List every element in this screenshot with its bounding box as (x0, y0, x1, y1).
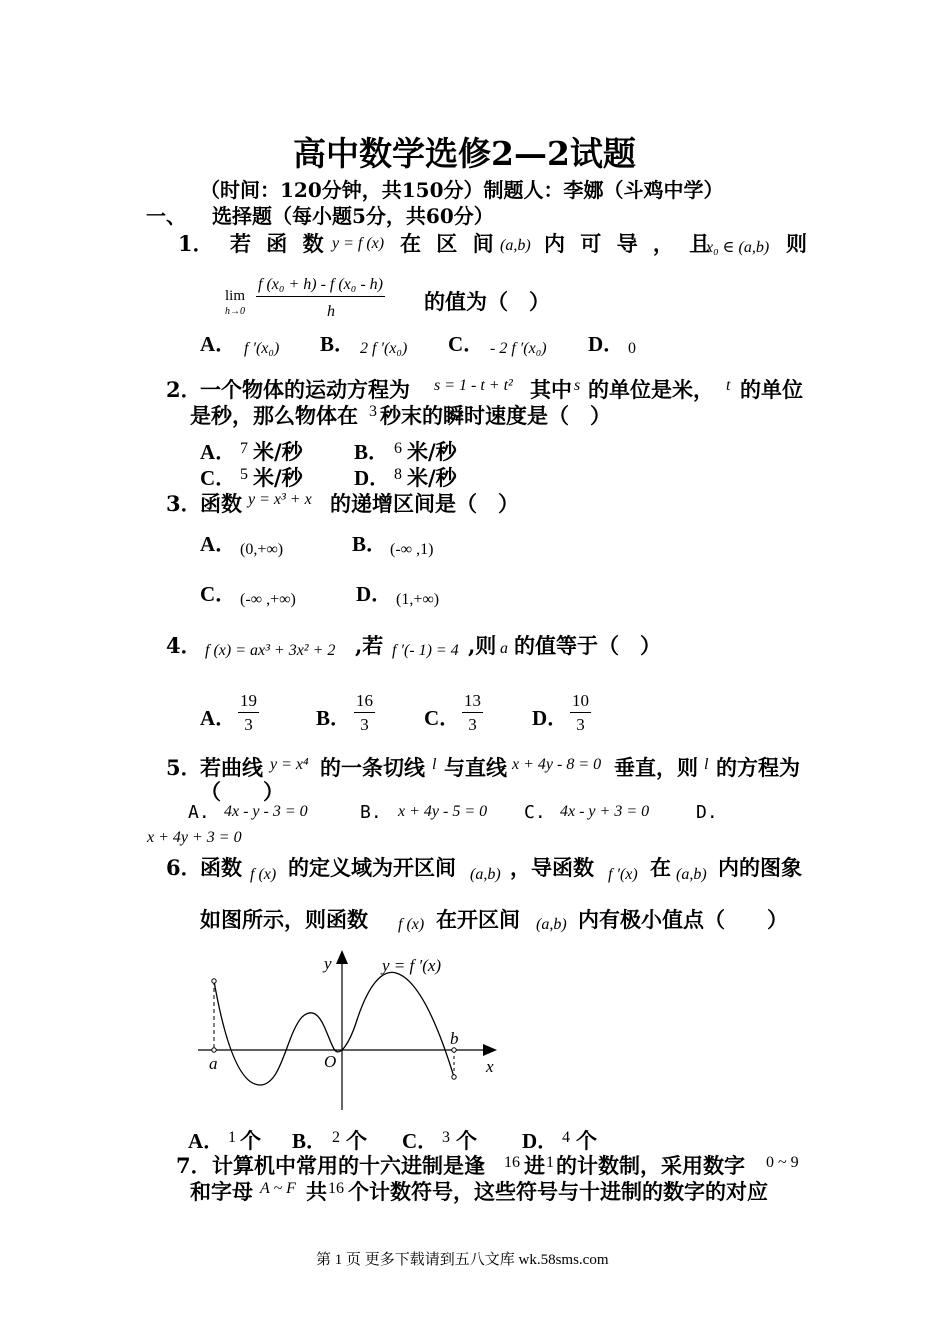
section-number: 一、 (146, 204, 186, 228)
x-axis-arrow-icon (483, 1044, 497, 1056)
q5-line2: （ ） (200, 779, 284, 804)
q6-option-c-value: 3 (442, 1129, 450, 1146)
q2-formula-3: t (726, 377, 731, 394)
q6-text-3: ，导函数 (510, 855, 594, 880)
q6-number: 6． (166, 855, 202, 880)
q2-line2-c: 秒末的瞬时速度是（ ） (380, 403, 611, 428)
q2-option-d-label[interactable]: D． (354, 466, 391, 490)
q2-line2-a: 是秒，那么物体在 (190, 403, 358, 428)
q6-option-b-label[interactable]: B． (292, 1129, 328, 1153)
q6-derivative-graph (190, 945, 510, 1115)
q6-option-b-value: 2 (332, 1129, 340, 1146)
q4-text-2: ,则 (468, 633, 497, 658)
q2-formula-1: s = 1 - t + t² (434, 377, 513, 394)
q4-formula-3: a (500, 640, 508, 657)
q1-formula-2: (a,b) (500, 237, 531, 254)
q3-option-a-label[interactable]: A． (200, 532, 237, 556)
q4-text-1: ,若 (355, 633, 384, 658)
q4-number: 4． (166, 633, 202, 658)
q7-formula-3: 0 ~ 9 (766, 1154, 799, 1171)
b-label: b (450, 1029, 459, 1048)
q6-option-a-label[interactable]: A． (188, 1129, 225, 1153)
q6-option-c-label[interactable]: C． (402, 1129, 439, 1153)
endpoint-b-axis (452, 1048, 456, 1052)
q1-limit-denominator: h (327, 303, 335, 320)
q4-option-c-numerator: 13 (462, 690, 483, 713)
q3-option-d-value: (1,+∞) (396, 591, 440, 608)
q5-number: 5． (166, 755, 202, 780)
q6-text-4: 在 (650, 855, 671, 880)
q5-option-c-value: 4x - y + 3 = 0 (560, 803, 650, 820)
q7-line2-b: A ~ F (260, 1180, 296, 1197)
q2-option-a-unit: 米/秒 (253, 439, 303, 464)
q2-option-c-value: 5 (240, 466, 248, 483)
q1-text-5: 的值为（ ） (424, 289, 550, 314)
q4-option-c-denominator: 3 (468, 715, 477, 734)
q4-option-a-fraction (238, 690, 259, 737)
q1-lim: lim (225, 288, 246, 304)
q4-text-3: 的值等于（ ） (514, 633, 661, 658)
q4-option-a-denominator: 3 (244, 715, 253, 734)
q4-option-d-denominator: 3 (576, 715, 585, 734)
q6-line2-c: 在开区间 (436, 907, 520, 932)
q5-text-2: 的一条切线 (320, 755, 425, 780)
q5-formula-3: x + 4y - 8 = 0 (512, 756, 602, 773)
q2-option-a-value: 7 (240, 440, 248, 457)
origin-label: O (324, 1052, 337, 1071)
q7-text-2: 进 (524, 1153, 545, 1178)
q4-option-b-fraction (354, 690, 375, 737)
q6-text-1: 函数 (200, 855, 242, 880)
q1-option-a-label[interactable]: A． (200, 332, 237, 356)
q1-text-2: 在 区 间 (400, 231, 498, 256)
q5-text-1: 若曲线 (200, 755, 263, 780)
q6-option-d-label[interactable]: D． (522, 1129, 559, 1153)
q6-line2-a: 如图所示，则函数 (200, 907, 368, 932)
q2-line2-b: 3 (369, 403, 377, 420)
q1-option-a-value: f ′(x₀) (244, 340, 280, 357)
q1-option-c-value: - 2 f ′(x₀) (490, 340, 547, 357)
q2-option-a-label[interactable]: A． (200, 440, 237, 464)
q4-formula-2: f ′(- 1) = 4 (392, 642, 459, 659)
subtitle: （时间：120分钟，共150分）制题人：李娜（斗鸡中学） (200, 178, 724, 202)
q1-lim-sub: h→0 (225, 306, 245, 317)
q5-formula-1: y = x⁴ (270, 756, 309, 773)
q5-option-b-label[interactable]: B. (360, 802, 382, 823)
q6-line2-e: 内有极小值点（ ） (578, 907, 788, 932)
q2-option-b-value: 6 (394, 440, 402, 457)
q1-option-d-value: 0 (628, 340, 636, 357)
q7-number: 7． (176, 1153, 212, 1178)
q2-text-3: 的单位是米， (588, 377, 714, 402)
q6-line2-b: f (x) (398, 916, 425, 933)
q1-text-4: 则 (786, 231, 807, 256)
y-axis-arrow-icon (336, 950, 348, 964)
q2-text-2: 其中 (530, 377, 572, 402)
q6-formula-1: f (x) (250, 866, 277, 883)
q2-text-1: 一个物体的运动方程为 (200, 377, 410, 402)
q3-option-a-value: (0,+∞) (240, 541, 284, 558)
q6-formula-2: (a,b) (470, 866, 501, 883)
q6-formula-4: (a,b) (676, 866, 707, 883)
q3-option-c-label[interactable]: C． (200, 582, 237, 606)
q1-number: 1． (178, 231, 214, 256)
q6-formula-3: f ′(x) (608, 866, 638, 883)
q4-option-b-label[interactable]: B． (316, 706, 352, 730)
q5-option-b-value: x + 4y - 5 = 0 (398, 803, 488, 820)
q6-line2-d: (a,b) (536, 916, 567, 933)
q6-option-a-unit: 个 (240, 1128, 261, 1153)
q2-option-d-value: 8 (394, 466, 402, 483)
endpoint-a-top (212, 979, 216, 983)
y-axis-label: y (324, 954, 332, 973)
q7-formula-2: 1 (546, 1154, 554, 1171)
q6-text-2: 的定义域为开区间 (288, 855, 456, 880)
q7-text-1: 计算机中常用的十六进制是逢 (212, 1153, 485, 1178)
q1-limit-numerator: f (x₀ + h) - f (x₀ - h) (256, 276, 385, 297)
q4-option-d-numerator: 10 (570, 690, 591, 713)
q2-option-c-unit: 米/秒 (253, 465, 303, 490)
q6-option-a-value: 1 (228, 1129, 236, 1146)
q3-formula: y = x³ + x (248, 491, 312, 508)
q6-option-d-value: 4 (562, 1129, 570, 1146)
q7-formula-1: 16 (504, 1154, 520, 1171)
q4-option-c-fraction (462, 690, 483, 737)
q1-option-c-label[interactable]: C． (448, 332, 485, 356)
q5-option-a-label[interactable]: A. (188, 802, 210, 823)
q5-option-a-value: 4x - y - 3 = 0 (224, 803, 308, 820)
q2-option-c-label[interactable]: C． (200, 466, 237, 490)
q2-option-d-unit: 米/秒 (407, 465, 457, 490)
q3-option-b-label[interactable]: B． (352, 532, 388, 556)
q2-option-b-unit: 米/秒 (407, 439, 457, 464)
q1-formula-3: x₀ ∈ (a,b) (706, 239, 770, 256)
q3-text-1: 函数 (200, 491, 242, 516)
q3-option-c-value: (-∞ ,+∞) (240, 591, 296, 608)
page-footer: 第 1 页 更多下载请到五八文库 wk.58sms.com (316, 1252, 609, 1268)
a-label: a (209, 1054, 218, 1073)
q3-number: 3． (166, 491, 202, 516)
q3-option-b-value: (-∞ ,1) (390, 541, 434, 558)
q5-option-c-label[interactable]: C. (524, 802, 546, 823)
q4-option-d-fraction (570, 690, 591, 737)
function-label: y = f ′(x) (382, 956, 442, 975)
q4-option-b-numerator: 16 (354, 690, 375, 713)
q6-option-b-unit: 个 (346, 1128, 367, 1153)
q7-line2-c: 共 (306, 1179, 327, 1204)
q7-line2-d: 16 (328, 1180, 344, 1197)
q5-text-4: 垂直，则 (614, 755, 698, 780)
q7-line2-a: 和字母 (190, 1179, 253, 1204)
section-heading: 选择题（每小题5分，共60分） (212, 204, 494, 228)
q3-text-2: 的递增区间是（ ） (330, 491, 519, 516)
q7-text-3: 的计数制，采用数字 (556, 1153, 745, 1178)
q1-text-1: 若 函 数 (230, 231, 328, 256)
q4-option-b-denominator: 3 (360, 715, 369, 734)
q1-option-b-value: 2 f ′(x₀) (360, 340, 408, 357)
q4-option-d-label[interactable]: D． (532, 706, 569, 730)
q5-formula-2: l (432, 756, 437, 773)
q6-option-d-unit: 个 (576, 1128, 597, 1153)
q1-formula-1: y = f (x) (332, 235, 385, 252)
q5-text-3: 与直线 (444, 755, 507, 780)
q1-option-d-label[interactable]: D． (588, 332, 625, 356)
q4-option-a-label[interactable]: A． (200, 706, 237, 730)
q3-option-d-label[interactable]: D． (356, 582, 393, 606)
q2-number: 2． (166, 377, 202, 402)
q7-line2-e: 个计数符号，这些符号与十进制的数字的对应 (348, 1179, 768, 1204)
q4-option-c-label[interactable]: C． (424, 706, 461, 730)
q5-text-5: 的方程为 (716, 755, 800, 780)
q6-text-5: 内的图象 (718, 855, 802, 880)
q2-text-4: 的单位 (740, 377, 803, 402)
q5-formula-4: l (704, 756, 709, 773)
q6-option-c-unit: 个 (456, 1128, 477, 1153)
q2-option-b-label[interactable]: B． (354, 440, 390, 464)
page-title: 高中数学选修2—2试题 (293, 134, 636, 173)
q1-text-3: 内 可 导 ， 且 (544, 231, 715, 256)
endpoint-a-axis (212, 1048, 216, 1052)
q5-option-d-value: x + 4y + 3 = 0 (147, 829, 242, 846)
endpoint-b-bottom (452, 1075, 456, 1079)
q2-formula-2: s (574, 377, 581, 394)
q4-formula-1: f (x) = ax³ + 3x² + 2 (205, 642, 336, 659)
x-axis-label: x (486, 1057, 494, 1076)
q1-option-b-label[interactable]: B． (320, 332, 356, 356)
q5-option-d-label[interactable]: D. (696, 802, 718, 823)
q4-option-a-numerator: 19 (238, 690, 259, 713)
